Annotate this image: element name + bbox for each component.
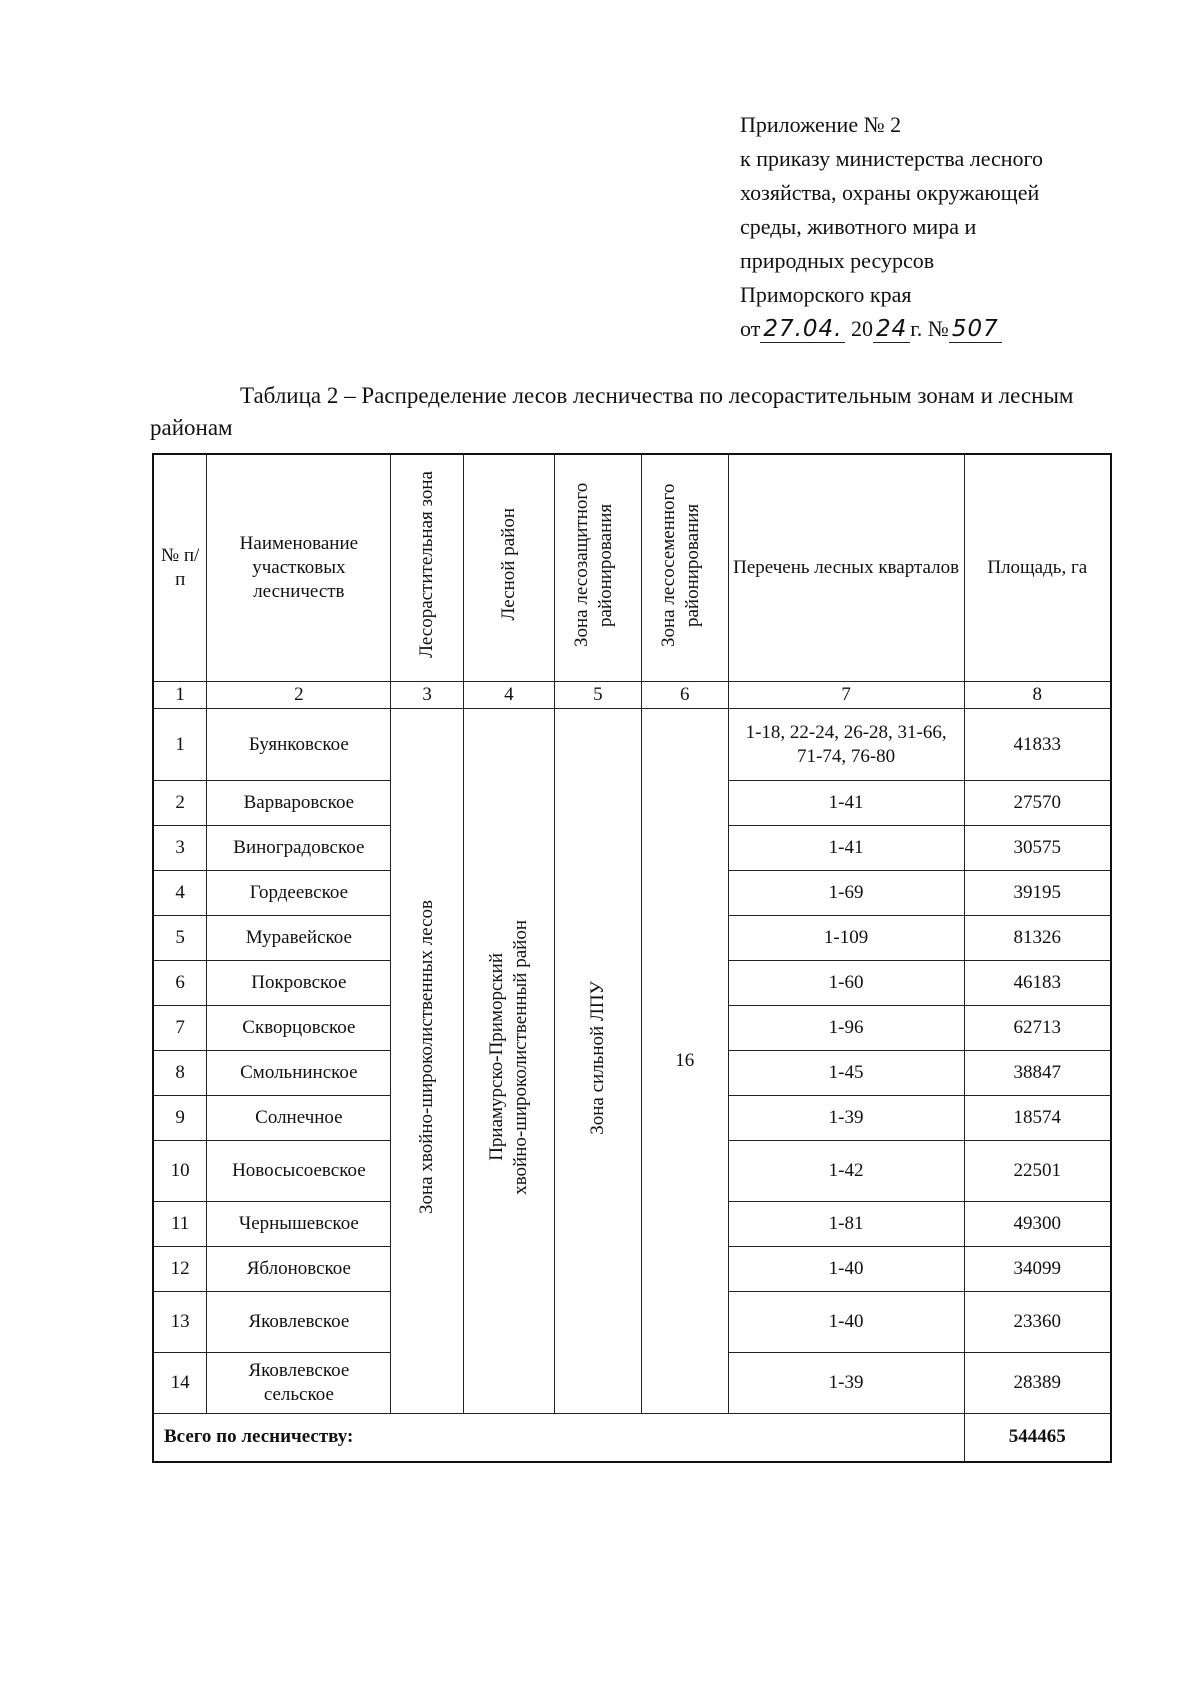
appendix-line: хозяйства, охраны окружающей bbox=[740, 180, 1040, 205]
row-number: 5 bbox=[153, 916, 207, 961]
seed-span-cell: 16 bbox=[641, 709, 728, 1414]
date-prefix: от bbox=[740, 316, 761, 341]
protection-span-cell bbox=[554, 709, 641, 1414]
year-prefix: 20 bbox=[850, 316, 873, 341]
row-number: 12 bbox=[153, 1247, 207, 1292]
header-area: Площадь, га bbox=[964, 454, 1111, 682]
column-number: 8 bbox=[964, 682, 1111, 709]
year-suffix: г. № bbox=[910, 316, 949, 341]
row-quarters: 1-109 bbox=[728, 916, 964, 961]
row-number: 13 bbox=[153, 1292, 207, 1353]
row-number: 1 bbox=[153, 709, 207, 781]
row-name: Гордеевское bbox=[207, 871, 391, 916]
row-name: Новосысоевское bbox=[207, 1141, 391, 1202]
row-number: 9 bbox=[153, 1096, 207, 1141]
appendix-line: Приложение № 2 bbox=[740, 112, 902, 137]
appendix-header bbox=[740, 108, 1043, 346]
row-name: Чернышевское bbox=[207, 1202, 391, 1247]
row-number: 10 bbox=[153, 1141, 207, 1202]
handwritten-year: 24 bbox=[873, 316, 910, 343]
total-label: Всего по лесничеству: bbox=[153, 1414, 964, 1462]
row-quarters: 1-60 bbox=[728, 961, 964, 1006]
row-area: 28389 bbox=[964, 1353, 1111, 1414]
header-seed-text: Зона лесосеменного районирования bbox=[657, 482, 703, 647]
row-name: Яблоновское bbox=[207, 1247, 391, 1292]
forest-distribution-table bbox=[152, 453, 1112, 1463]
row-area: 81326 bbox=[964, 916, 1111, 961]
row-area: 18574 bbox=[964, 1096, 1111, 1141]
row-name: Виноградовское bbox=[207, 826, 391, 871]
row-quarters: 1-40 bbox=[728, 1292, 964, 1353]
appendix-line: к приказу министерства лесного bbox=[740, 146, 1044, 171]
zone-span-text: Зона хвойно-широколиственных лесов bbox=[416, 900, 438, 1215]
protection-span-text: Зона сильной ЛПУ bbox=[586, 980, 608, 1135]
row-number: 2 bbox=[153, 781, 207, 826]
row-quarters: 1-39 bbox=[728, 1096, 964, 1141]
row-area: 41833 bbox=[964, 709, 1111, 781]
column-number: 7 bbox=[728, 682, 964, 709]
total-row bbox=[153, 1414, 1111, 1462]
row-quarters: 1-41 bbox=[728, 781, 964, 826]
row-number: 4 bbox=[153, 871, 207, 916]
header-zone bbox=[391, 454, 463, 682]
row-name: Варваровское bbox=[207, 781, 391, 826]
row-name: Буянковское bbox=[207, 709, 391, 781]
row-name: Солнечное bbox=[207, 1096, 391, 1141]
row-number: 8 bbox=[153, 1051, 207, 1096]
table-row bbox=[153, 709, 1111, 781]
region-line-1: Приамурско-Приморский bbox=[485, 953, 507, 1162]
column-number: 4 bbox=[463, 682, 554, 709]
row-name: Покровское bbox=[207, 961, 391, 1006]
appendix-line: Приморского края bbox=[740, 282, 912, 307]
column-number: 3 bbox=[391, 682, 463, 709]
column-number-row bbox=[153, 682, 1111, 709]
region-span-text bbox=[485, 920, 533, 1195]
row-name: Муравейское bbox=[207, 916, 391, 961]
header-quarters: Перечень лесных кварталов bbox=[728, 454, 964, 682]
row-number: 6 bbox=[153, 961, 207, 1006]
header-protection-text: Зона лесозащитного районирования bbox=[570, 482, 616, 647]
column-number: 5 bbox=[554, 682, 641, 709]
row-area: 62713 bbox=[964, 1006, 1111, 1051]
row-area: 22501 bbox=[964, 1141, 1111, 1202]
row-number: 7 bbox=[153, 1006, 207, 1051]
row-name: Яковлевское сельское bbox=[207, 1353, 391, 1414]
table-caption: Таблица 2 – Распределение лесов лесничества по лесорастительным зонам и лесным районам bbox=[150, 383, 1074, 440]
row-area: 23360 bbox=[964, 1292, 1111, 1353]
column-number: 2 bbox=[207, 682, 391, 709]
row-quarters: 1-45 bbox=[728, 1051, 964, 1096]
row-quarters: 1-40 bbox=[728, 1247, 964, 1292]
row-number: 11 bbox=[153, 1202, 207, 1247]
row-area: 46183 bbox=[964, 961, 1111, 1006]
header-region bbox=[463, 454, 554, 682]
row-area: 38847 bbox=[964, 1051, 1111, 1096]
row-quarters: 1-42 bbox=[728, 1141, 964, 1202]
region-line-2: хвойно-широколиственный район bbox=[509, 920, 531, 1195]
header-number: № п/п bbox=[153, 454, 207, 682]
header-zone-text: Лесорастительная зона bbox=[416, 471, 438, 658]
column-number: 1 bbox=[153, 682, 207, 709]
row-area: 27570 bbox=[964, 781, 1111, 826]
header-name: Наименование участковых лесничеств bbox=[207, 454, 391, 682]
handwritten-order-number: 507 bbox=[949, 316, 1002, 343]
row-area: 39195 bbox=[964, 871, 1111, 916]
header-seed-zone bbox=[641, 454, 728, 682]
total-value: 544465 bbox=[964, 1414, 1111, 1462]
row-name: Скворцовское bbox=[207, 1006, 391, 1051]
row-area: 49300 bbox=[964, 1202, 1111, 1247]
row-number: 14 bbox=[153, 1353, 207, 1414]
row-quarters: 1-18, 22-24, 26-28, 31-66, 71-74, 76-80 bbox=[728, 709, 964, 781]
column-number: 6 bbox=[641, 682, 728, 709]
row-quarters: 1-81 bbox=[728, 1202, 964, 1247]
region-span-cell bbox=[463, 709, 554, 1414]
row-area: 30575 bbox=[964, 826, 1111, 871]
row-quarters: 1-39 bbox=[728, 1353, 964, 1414]
row-area: 34099 bbox=[964, 1247, 1111, 1292]
header-protection-zone bbox=[554, 454, 641, 682]
row-number: 3 bbox=[153, 826, 207, 871]
row-name: Яковлевское bbox=[207, 1292, 391, 1353]
zone-span-cell bbox=[391, 709, 463, 1414]
row-quarters: 1-96 bbox=[728, 1006, 964, 1051]
appendix-line: среды, животного мира и bbox=[740, 214, 977, 239]
row-name: Смольнинское bbox=[207, 1051, 391, 1096]
row-quarters: 1-69 bbox=[728, 871, 964, 916]
handwritten-date: 27.04. bbox=[760, 316, 845, 343]
header-row bbox=[153, 454, 1111, 682]
row-quarters: 1-41 bbox=[728, 826, 964, 871]
header-region-text: Лесной район bbox=[497, 508, 519, 621]
order-date-line bbox=[740, 312, 1043, 346]
appendix-line: природных ресурсов bbox=[740, 248, 935, 273]
